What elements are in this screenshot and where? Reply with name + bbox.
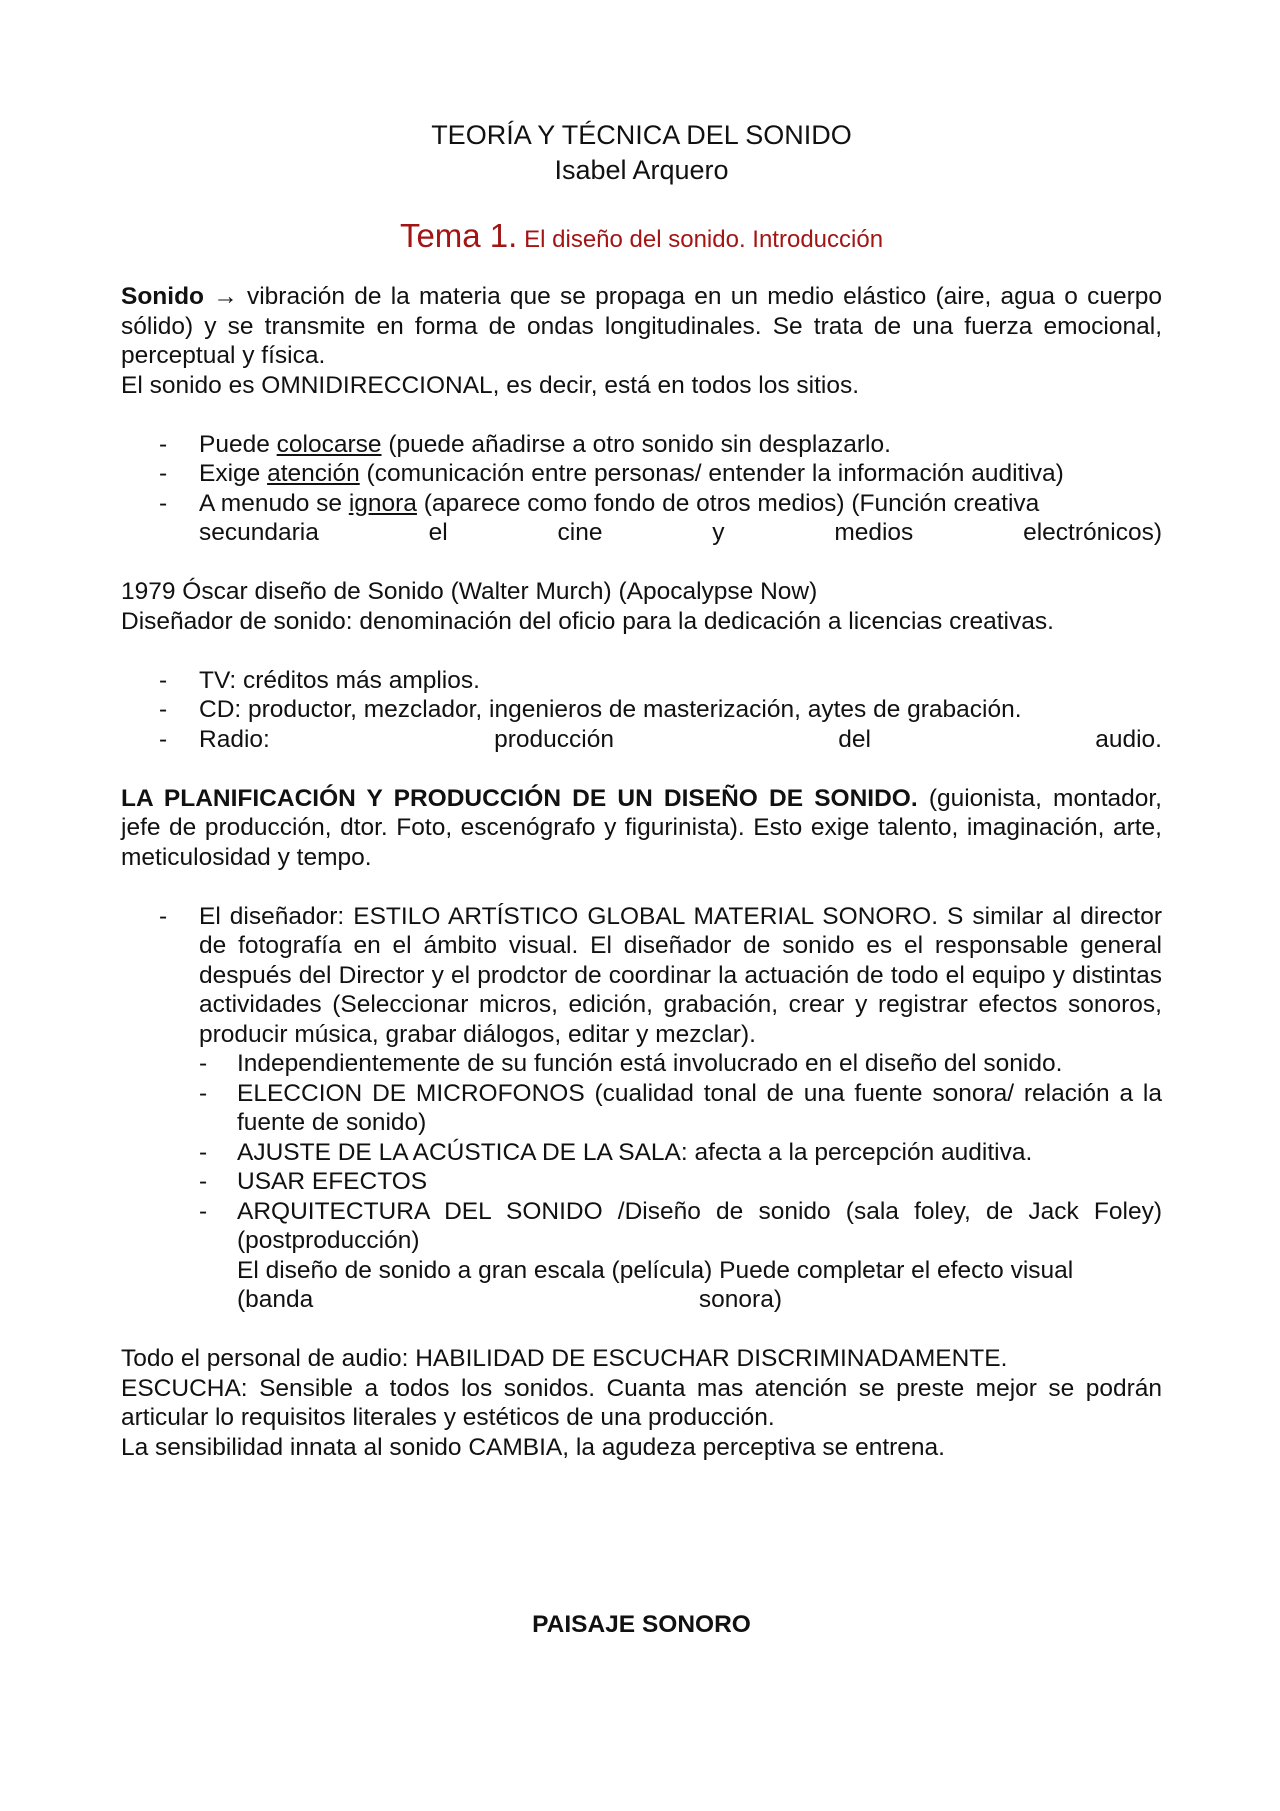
list-item: - Puede colocarse (puede añadirse a otro sonido sin desplazarlo.: [159, 430, 891, 458]
sublist-item: - Independientemente de su función está involucrado en el diseño del sonido.: [199, 1050, 1063, 1077]
topic-title: El diseño del sonido. Introducción: [524, 226, 884, 253]
underlined-term: atención: [267, 460, 360, 487]
document-title: TEORÍA Y TÉCNICA DEL SONIDO: [431, 120, 852, 150]
designer-list: [121, 902, 1162, 1050]
list-item: - Radio: producción del audio.: [159, 725, 1162, 753]
intro-paragraph: [121, 282, 1162, 371]
sublist-item: - ARQUITECTURA DEL SONIDO /Diseño de sonido (sala foley, de Jack Foley) (postproducción): [199, 1197, 1162, 1254]
document-body: [121, 118, 1162, 1640]
section-heading: PAISAJE SONORO: [532, 1611, 751, 1638]
designer-definition: Diseñador de sonido: denominación del oficio para la dedicación a licencias creativas.: [121, 607, 1054, 635]
planning-paragraph: LA PLANIFICACIÓN Y PRODUCCIÓN DE UN DISEÑO DE SONIDO. (guionista, montador, jefe de producción, dtor. Foto, escenógrafo y figurinista). Esto exige talento, imaginación, arte, meticulosidad y tempo.: [121, 784, 1162, 871]
omni-line: El sonido es OMNIDIRECCIONAL, es decir, está en todos los sitios.: [121, 371, 860, 399]
sublist-item: - ELECCION DE MICROFONOS (cualidad tonal de una fuente sonora/ relación a la fuente de sonido): [199, 1079, 1162, 1136]
topic-number: Tema 1.: [399, 217, 518, 254]
underlined-term: ignora: [348, 489, 417, 517]
list-item: - Exige atención (comunicación entre personas/ entender la información auditiva): [159, 460, 1064, 487]
closing-line: La sensibilidad innata al sonido CAMBIA, la agudeza perceptiva se entrena.: [121, 1433, 945, 1461]
closing-line: Todo el personal de audio: HABILIDAD DE ESCUCHAR DISCRIMINADAMENTE.: [121, 1345, 1008, 1372]
designer-sublist: [121, 1049, 1162, 1256]
list-item: - A menudo se ignora (aparece como fondo de otros medios) (Función creativa secundaria el cine y medios electrónicos): [159, 489, 1162, 546]
sublist-item: - AJUSTE DE LA ACÚSTICA DE LA SALA: afecta a la percepción auditiva.: [199, 1138, 1033, 1166]
list-item: - CD: productor, mezclador, ingenieros de masterización, aytes de grabación.: [159, 696, 1022, 723]
closing-line: ESCUCHA: Sensible a todos los sonidos. Cuanta mas atención se preste mejor se podrán articular lo requisitos literales y estéticos de una producción.: [121, 1374, 1162, 1431]
credits-list: [121, 666, 1162, 755]
oscar-line: 1979 Óscar diseño de Sonido (Walter Murch) (Apocalypse Now): [121, 578, 818, 605]
document-author: Isabel Arquero: [554, 155, 729, 185]
topic-heading: [121, 216, 1162, 260]
list-item: - TV: créditos más amplios.: [159, 666, 480, 694]
justified-line: Radio: producción del audio.: [199, 725, 1162, 753]
sublist-item: - USAR EFECTOS: [199, 1168, 428, 1195]
planning-heading: LA PLANIFICACIÓN Y PRODUCCIÓN DE UN DISEÑO DE SONIDO.: [121, 784, 918, 812]
intro-definition: → vibración de la materia que se propaga en un medio elástico (aire, agua o cuerpo sólido) y se transmite en forma de ondas longitudinales. Se trata de una fuerza emocional, perceptual y física.: [121, 283, 1162, 369]
justified-line: secundaria el cine y medios electrónicos): [199, 519, 1162, 546]
sound-properties-list: [121, 430, 1162, 548]
underlined-term: colocarse: [276, 430, 382, 458]
list-item: - El diseñador: ESTILO ARTÍSTICO GLOBAL MATERIAL SONORO. S similar al director de fotografía en el ámbito visual. El diseñador de sonido es el responsable general después del Director y el prodctor de coordinar la actuación de todo el equipo y distintas actividades (Seleccionar micros, edición, grabación, crear y registrar efectos sonoros, producir música, grabar diálogos, editar y mezclar).: [159, 902, 1162, 1048]
designer-continuation: El diseño de sonido a gran escala (película) Puede completar el efecto visual (banda sonora): [237, 1256, 1074, 1313]
intro-term: Sonido: [121, 283, 205, 310]
